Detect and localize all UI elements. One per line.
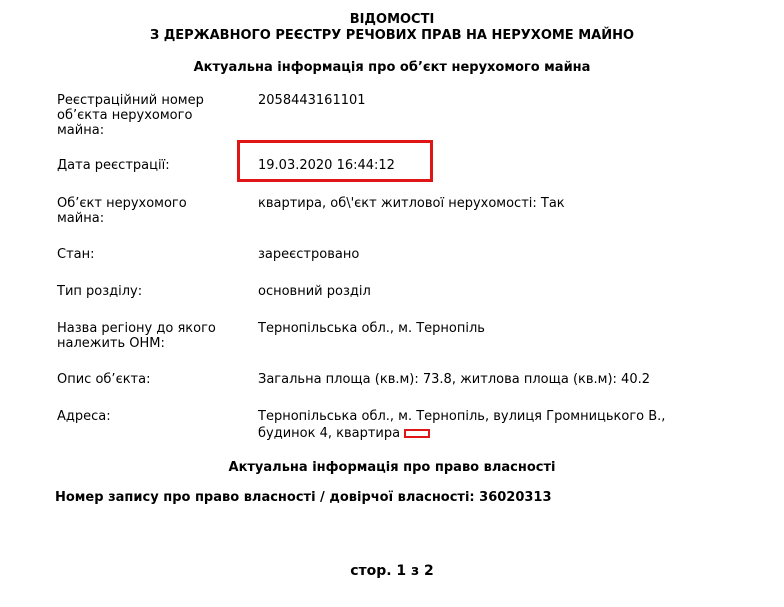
address-value-line2-text: будинок 4, квартира (258, 426, 401, 441)
ownership-record (55, 490, 775, 505)
page-number: стор. 1 з 2 (350, 563, 434, 579)
address-value-line1: Тернопільська обл., м. Тернопіль, вулиця Громницького В., (258, 409, 666, 424)
description-value: Загальна площа (кв.м): 73.8, житлова площа (кв.м): 40.2 (258, 372, 651, 387)
address-value-line2 (258, 426, 758, 441)
state-label: Стан: (57, 247, 95, 262)
redaction-mark (404, 429, 430, 438)
object-label: Об’єкт нерухомого майна: (57, 196, 187, 226)
address-label: Адреса: (57, 409, 111, 424)
document-subtitle: З ДЕРЖАВНОГО РЕЄСТРУ РЕЧОВИХ ПРАВ НА НЕРУХОМЕ МАЙНО (149, 28, 635, 43)
state-value: зареєстровано (258, 247, 360, 262)
section-heading-ownership: Актуальна інформація про право власності (228, 460, 556, 475)
section-type-value: основний розділ (258, 284, 371, 299)
section-type-label: Тип розділу: (57, 284, 143, 299)
region-value: Тернопільська обл., м. Тернопіль (258, 321, 485, 336)
reg-date-value: 19.03.2020 16:44:12 (258, 158, 395, 173)
object-value: квартира, об\'єкт житлової нерухомості: Так (258, 196, 565, 211)
document-title: ВІДОМОСТІ (349, 12, 435, 27)
region-label: Назва регіону до якого належить ОНМ: (57, 321, 216, 351)
reg-number-label: Реєстраційний номер об’єкта нерухомого майна: (57, 93, 204, 138)
section-heading-object: Актуальна інформація про об’єкт нерухомого майна (193, 60, 591, 75)
ownership-record-number: 36020313 (479, 490, 552, 505)
reg-number-value: 2058443161101 (258, 93, 366, 108)
ownership-record-label: Номер запису про право власності / довірчої власності: (55, 490, 475, 505)
description-label: Опис об’єкта: (57, 372, 151, 387)
reg-date-label: Дата реєстрації: (57, 158, 170, 173)
